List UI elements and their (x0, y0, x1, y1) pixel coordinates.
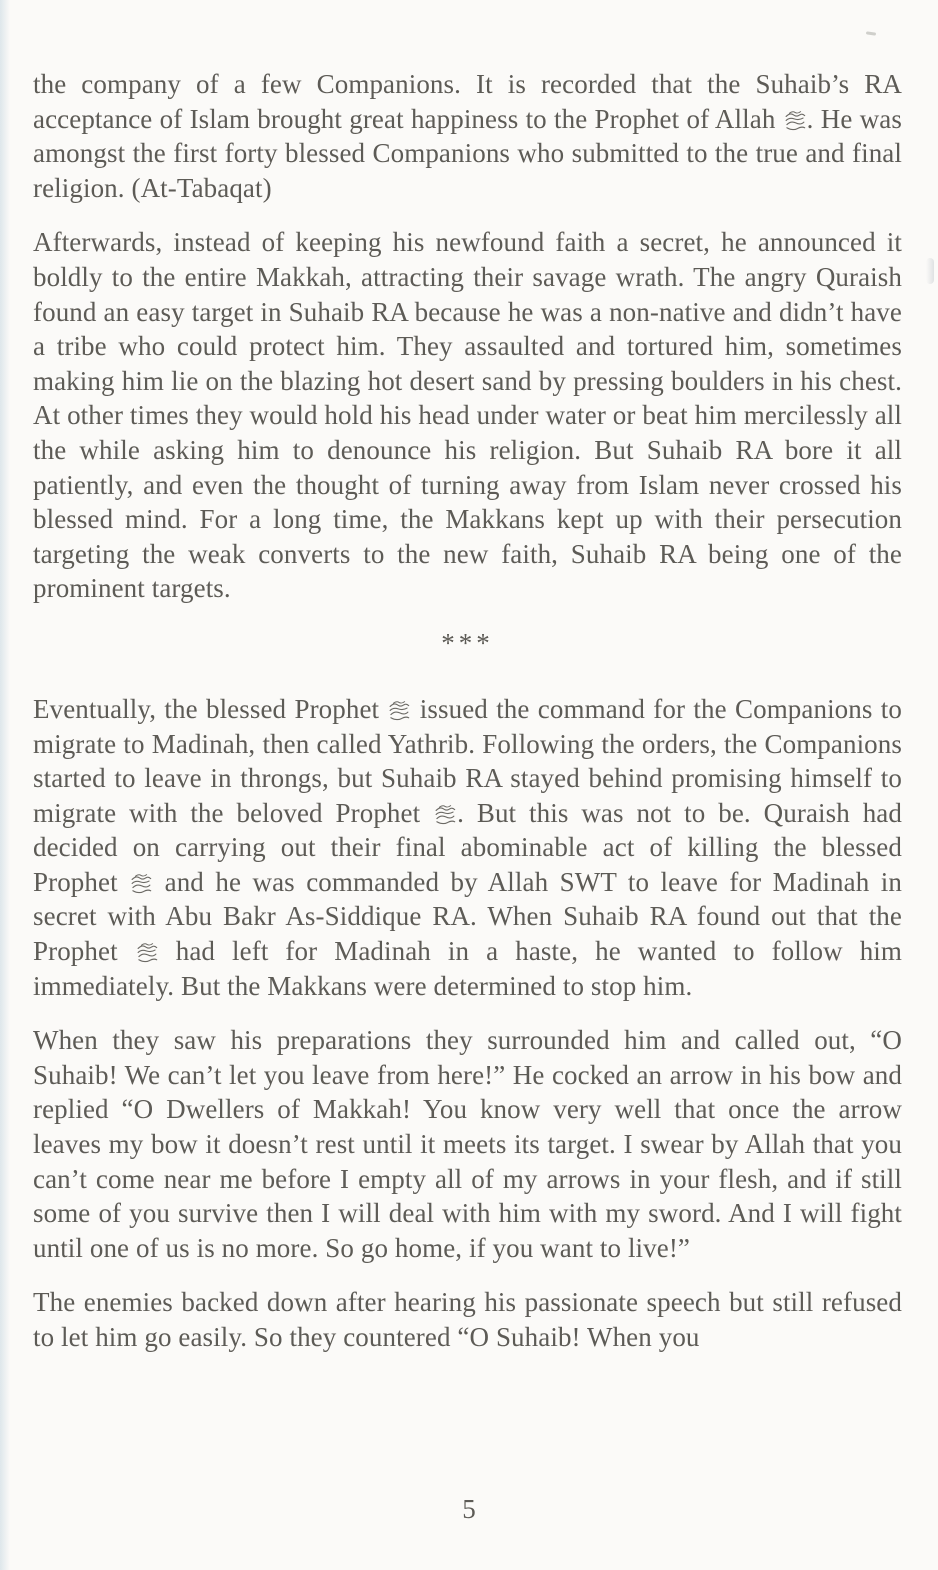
pbuh-calligraphy-icon (388, 700, 410, 721)
text-block (33, 67, 902, 1355)
pbuh-calligraphy-icon (434, 804, 456, 825)
page-number: 5 (462, 1494, 476, 1524)
pbuh-calligraphy-icon (784, 110, 806, 131)
paragraph-2: Afterwards, instead of keeping his newfound faith a secret, he announced it boldly to the entire Makkah, attracting their savage wrath. The angry Quraish found an easy target in Suhaib RA because he was a non-native and didn’t have a tribe who could protect him. They assaulted and tortured him, sometimes making him lie on the blazing hot desert sand by pressing boulders in his chest. At other times they would hold his head under water or beat him mercilessly all the while asking him to denounce his religion. But Suhaib RA bore it all patiently, and even the thought of turning away from Islam never crossed his blessed mind. For a long time, the Makkans kept up with their persecution targeting the weak converts to the new faith, Suhaib RA being one of the prominent targets. (33, 227, 902, 604)
pbuh-calligraphy-icon (130, 873, 152, 894)
section-separator: *** (441, 627, 494, 658)
paragraph-6: The enemies backed down after hearing his passionate speech but still refused to let him go easily. So they countered “O Suhaib! When you (33, 1287, 902, 1352)
pbuh-calligraphy-icon (136, 942, 158, 963)
paragraph-1: the company of a few Companions. It is recorded that the Suhaib’s RA acceptance of Islam brought great happiness to the Prophet of Allah . He was amongst the first forty blessed Companions who submitted to the true and final religion. (At-Tabaqat) (33, 69, 902, 203)
paragraph-5: When they saw his preparations they surrounded him and called out, “O Suhaib! We can’t let you leave from here!” He cocked an arrow in his bow and replied “O Dwellers of Makkah! You know very well that once the arrow leaves my bow it doesn’t rest until it meets its target. I swear by Allah that you can’t come near me before I empty all of my arrows in your flesh, and if still some of you survive then I will deal with him with my sword. And I will fight until one of us is no more. So go home, if you want to live!” (33, 1025, 902, 1263)
paragraph-4: Eventually, the blessed Prophet issued the command for the Companions to migrate to Madinah, then called Yathrib. Following the orders, the Companions started to leave in throngs, but Suhaib RA stayed behind promising himself to migrate with the beloved Prophet . But this was not to be. Quraish had decided on carrying out their final abominable act of killing the blessed Prophet and he was commanded by Allah SWT to leave for Madinah in secret with Abu Bakr As-Siddique RA. When Suhaib RA found out that the Prophet had left for Madinah in a haste, he wanted to follow him immediately. But the Makkans were determined to stop him. (33, 693, 903, 1001)
